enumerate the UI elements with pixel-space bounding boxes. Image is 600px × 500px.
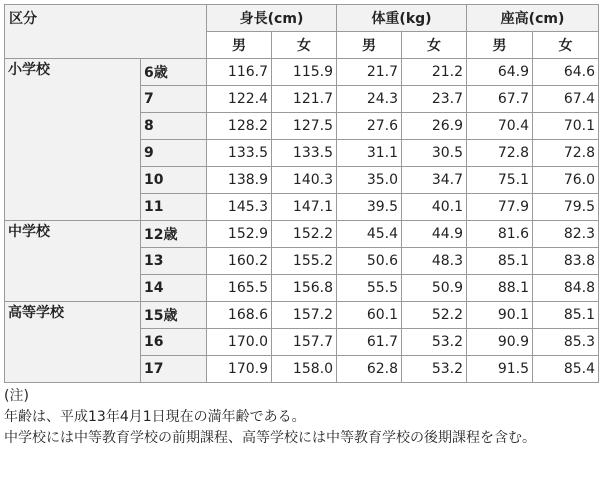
weight-female-cell: 23.7: [402, 86, 467, 113]
weight-male-cell: 35.0: [337, 167, 402, 194]
body-measurements-table: [4, 4, 599, 383]
age-cell: 7: [141, 86, 207, 113]
sitting-female-cell: 72.8: [533, 140, 599, 167]
group-label: 小学校: [5, 59, 141, 221]
sitting-female-cell: 64.6: [533, 59, 599, 86]
height-male-cell: 133.5: [207, 140, 272, 167]
table-row: [5, 59, 599, 86]
age-cell: 13: [141, 248, 207, 275]
weight-male-cell: 55.5: [337, 275, 402, 302]
notes-title: (注): [4, 388, 29, 404]
height-male-cell: 116.7: [207, 59, 272, 86]
sitting-male-cell: 85.1: [467, 248, 533, 275]
age-cell: 8: [141, 113, 207, 140]
height-female-cell: 133.5: [272, 140, 337, 167]
age-cell: 16: [141, 329, 207, 356]
height-male-cell: 160.2: [207, 248, 272, 275]
weight-female-cell: 53.2: [402, 329, 467, 356]
weight-male-cell: 24.3: [337, 86, 402, 113]
sitting-female-cell: 84.8: [533, 275, 599, 302]
weight-female-cell: 50.9: [402, 275, 467, 302]
sitting-male-cell: 90.9: [467, 329, 533, 356]
header-weight-male: 男: [337, 32, 402, 59]
sitting-male-cell: 64.9: [467, 59, 533, 86]
height-female-cell: 157.2: [272, 302, 337, 329]
sitting-female-cell: 85.4: [533, 356, 599, 383]
weight-male-cell: 39.5: [337, 194, 402, 221]
notes-section: [4, 386, 598, 449]
sitting-female-cell: 70.1: [533, 113, 599, 140]
header-weight: 体重(kg): [337, 5, 467, 32]
sitting-male-cell: 81.6: [467, 221, 533, 248]
weight-female-cell: 26.9: [402, 113, 467, 140]
stats-document: [4, 4, 598, 449]
sitting-male-cell: 77.9: [467, 194, 533, 221]
age-cell: 6歳: [141, 59, 207, 86]
height-male-cell: 165.5: [207, 275, 272, 302]
weight-male-cell: 45.4: [337, 221, 402, 248]
weight-male-cell: 50.6: [337, 248, 402, 275]
height-female-cell: 155.2: [272, 248, 337, 275]
height-male-cell: 122.4: [207, 86, 272, 113]
table-row: [5, 221, 599, 248]
sitting-male-cell: 67.7: [467, 86, 533, 113]
height-female-cell: 140.3: [272, 167, 337, 194]
sitting-female-cell: 85.3: [533, 329, 599, 356]
weight-female-cell: 44.9: [402, 221, 467, 248]
header-sitting-female: 女: [533, 32, 599, 59]
weight-female-cell: 52.2: [402, 302, 467, 329]
header-row-top: [5, 5, 599, 32]
height-female-cell: 147.1: [272, 194, 337, 221]
height-female-cell: 121.7: [272, 86, 337, 113]
header-height-female: 女: [272, 32, 337, 59]
sitting-female-cell: 82.3: [533, 221, 599, 248]
table-body: [5, 59, 599, 383]
height-female-cell: 115.9: [272, 59, 337, 86]
age-cell: 10: [141, 167, 207, 194]
height-male-cell: 170.0: [207, 329, 272, 356]
weight-male-cell: 31.1: [337, 140, 402, 167]
sitting-male-cell: 75.1: [467, 167, 533, 194]
sitting-female-cell: 79.5: [533, 194, 599, 221]
weight-female-cell: 53.2: [402, 356, 467, 383]
weight-male-cell: 62.8: [337, 356, 402, 383]
height-female-cell: 158.0: [272, 356, 337, 383]
header-height: 身長(cm): [207, 5, 337, 32]
weight-female-cell: 30.5: [402, 140, 467, 167]
header-sitting-height: 座高(cm): [467, 5, 599, 32]
group-label: 中学校: [5, 221, 141, 302]
weight-female-cell: 34.7: [402, 167, 467, 194]
age-cell: 9: [141, 140, 207, 167]
age-cell: 17: [141, 356, 207, 383]
header-sitting-male: 男: [467, 32, 533, 59]
header-weight-female: 女: [402, 32, 467, 59]
age-cell: 15歳: [141, 302, 207, 329]
height-female-cell: 156.8: [272, 275, 337, 302]
height-male-cell: 138.9: [207, 167, 272, 194]
age-cell: 12歳: [141, 221, 207, 248]
weight-male-cell: 21.7: [337, 59, 402, 86]
weight-female-cell: 40.1: [402, 194, 467, 221]
notes-line-age: 年齢は、平成13年4月1日現在の満年齢である。: [4, 409, 306, 425]
height-female-cell: 157.7: [272, 329, 337, 356]
header-kubun: 区分: [5, 5, 207, 59]
sitting-male-cell: 70.4: [467, 113, 533, 140]
sitting-female-cell: 85.1: [533, 302, 599, 329]
weight-female-cell: 48.3: [402, 248, 467, 275]
height-female-cell: 127.5: [272, 113, 337, 140]
sitting-female-cell: 83.8: [533, 248, 599, 275]
height-male-cell: 168.6: [207, 302, 272, 329]
height-male-cell: 170.9: [207, 356, 272, 383]
sitting-male-cell: 72.8: [467, 140, 533, 167]
sitting-male-cell: 88.1: [467, 275, 533, 302]
sitting-female-cell: 76.0: [533, 167, 599, 194]
notes-line-schools: 中学校には中等教育学校の前期課程、高等学校には中等教育学校の後期課程を含む。: [4, 430, 536, 446]
sitting-male-cell: 90.1: [467, 302, 533, 329]
height-female-cell: 152.2: [272, 221, 337, 248]
height-male-cell: 152.9: [207, 221, 272, 248]
weight-female-cell: 21.2: [402, 59, 467, 86]
age-cell: 14: [141, 275, 207, 302]
table-row: [5, 302, 599, 329]
weight-male-cell: 60.1: [337, 302, 402, 329]
group-label: 高等学校: [5, 302, 141, 383]
age-cell: 11: [141, 194, 207, 221]
header-height-male: 男: [207, 32, 272, 59]
height-male-cell: 145.3: [207, 194, 272, 221]
sitting-male-cell: 91.5: [467, 356, 533, 383]
sitting-female-cell: 67.4: [533, 86, 599, 113]
weight-male-cell: 27.6: [337, 113, 402, 140]
weight-male-cell: 61.7: [337, 329, 402, 356]
height-male-cell: 128.2: [207, 113, 272, 140]
